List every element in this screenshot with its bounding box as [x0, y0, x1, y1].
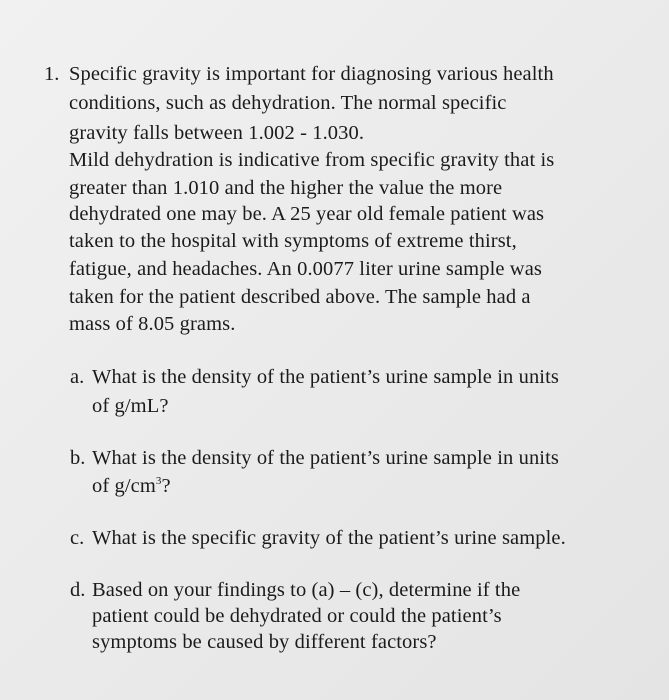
question-line: greater than 1.010 and the higher the value the more [69, 177, 503, 199]
question-line: mass of 8.05 grams. [69, 313, 236, 335]
part-a-line: of g/mL? [92, 395, 169, 417]
question-line: taken to the hospital with symptoms of extreme thirst, [69, 230, 517, 252]
question-line: Mild dehydration is indicative from specific gravity that is [69, 149, 555, 171]
part-b-question-mark: ? [161, 475, 171, 497]
part-b-superscript: 3 [155, 475, 162, 487]
question-line: Specific gravity is important for diagnosing various health [69, 63, 554, 85]
part-c-label: c. [70, 527, 85, 549]
part-c-line: What is the specific gravity of the patient’s urine sample. [92, 527, 566, 549]
part-d-line: Based on your findings to (a) – (c), determine if the [92, 579, 521, 601]
part-b-line [92, 474, 171, 498]
part-d-label: d. [70, 579, 86, 601]
question-line: dehydrated one may be. A 25 year old female patient was [69, 203, 545, 225]
part-a-line: What is the density of the patient’s urine sample in units [92, 366, 559, 388]
part-a-label: a. [70, 366, 85, 388]
part-b-label: b. [70, 447, 86, 469]
question-number: 1. [44, 63, 60, 85]
part-d-line: symptoms be caused by different factors? [92, 631, 437, 653]
part-b-unit-text: of g/cm [92, 475, 156, 497]
question-line: gravity falls between 1.002 - 1.030. [69, 122, 365, 144]
question-line: conditions, such as dehydration. The normal specific [69, 92, 507, 114]
question-line: taken for the patient described above. The sample had a [69, 286, 531, 308]
question-line: fatigue, and headaches. An 0.0077 liter urine sample was [69, 258, 542, 280]
part-b-line: What is the density of the patient’s urine sample in units [92, 447, 559, 469]
part-d-line: patient could be dehydrated or could the patient’s [92, 605, 502, 627]
